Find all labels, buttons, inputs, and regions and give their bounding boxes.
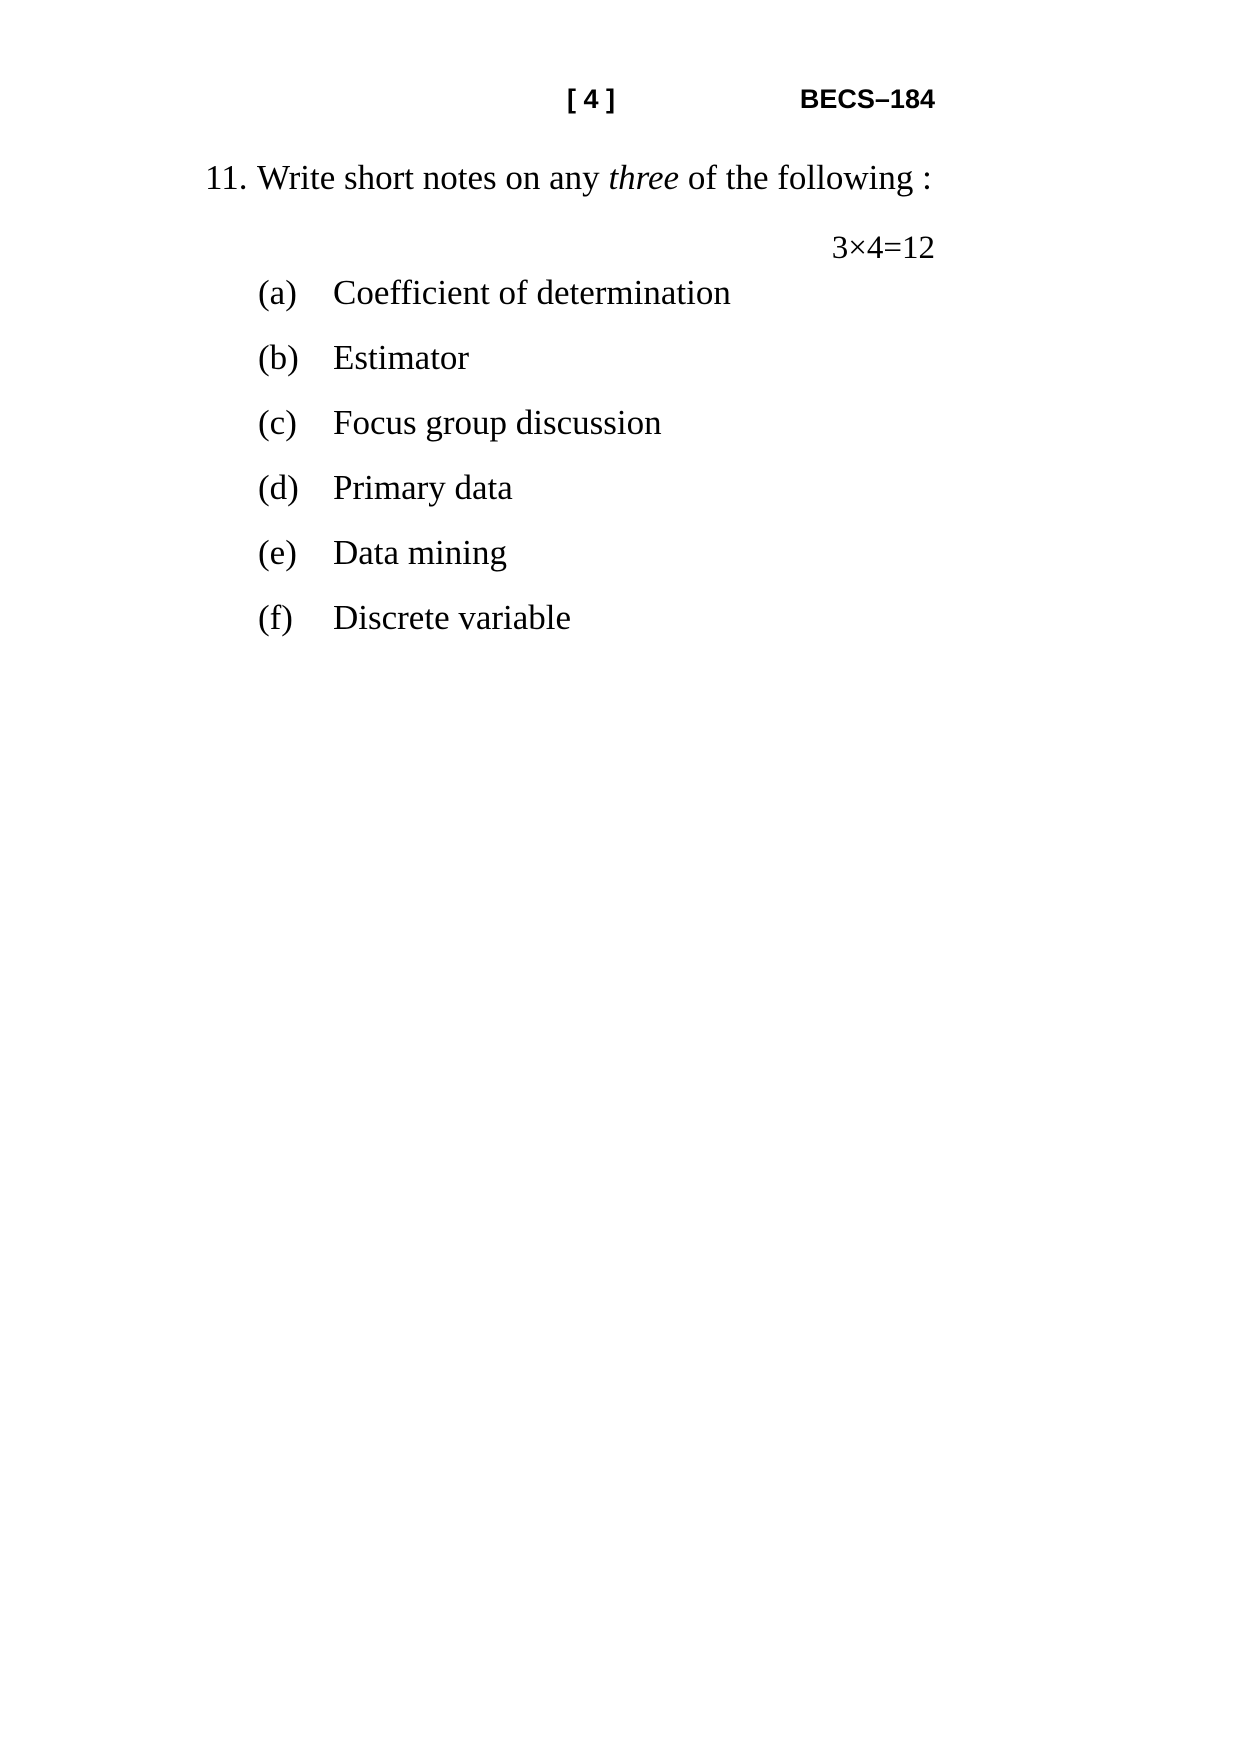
item-label: (e) bbox=[258, 533, 297, 572]
item-text: Estimator bbox=[333, 338, 470, 377]
list-item bbox=[258, 340, 469, 375]
item-text: Coefficient of determination bbox=[333, 273, 731, 312]
page-number: [ 4 ] bbox=[567, 84, 616, 114]
question-text-before: Write short notes on any bbox=[257, 158, 609, 197]
question-text-italic: three bbox=[608, 158, 680, 197]
item-label: (c) bbox=[258, 403, 297, 442]
marks-allocation: 3×4=12 bbox=[831, 230, 935, 266]
item-text: Data mining bbox=[333, 533, 507, 572]
list-item bbox=[258, 600, 571, 635]
item-text: Discrete variable bbox=[333, 598, 572, 637]
question-number: 11. bbox=[205, 158, 248, 197]
question-11 bbox=[205, 160, 932, 195]
item-label: (d) bbox=[258, 468, 299, 507]
question-text-after: of the following : bbox=[679, 158, 932, 197]
item-label: (a) bbox=[258, 273, 297, 312]
list-item bbox=[258, 405, 662, 440]
list-item bbox=[258, 275, 731, 310]
list-item bbox=[258, 470, 513, 505]
item-label: (f) bbox=[258, 598, 293, 637]
item-label: (b) bbox=[258, 338, 299, 377]
course-code: BECS–184 bbox=[799, 84, 935, 114]
item-text: Focus group discussion bbox=[333, 403, 662, 442]
list-item bbox=[258, 535, 507, 570]
item-text: Primary data bbox=[333, 468, 513, 507]
